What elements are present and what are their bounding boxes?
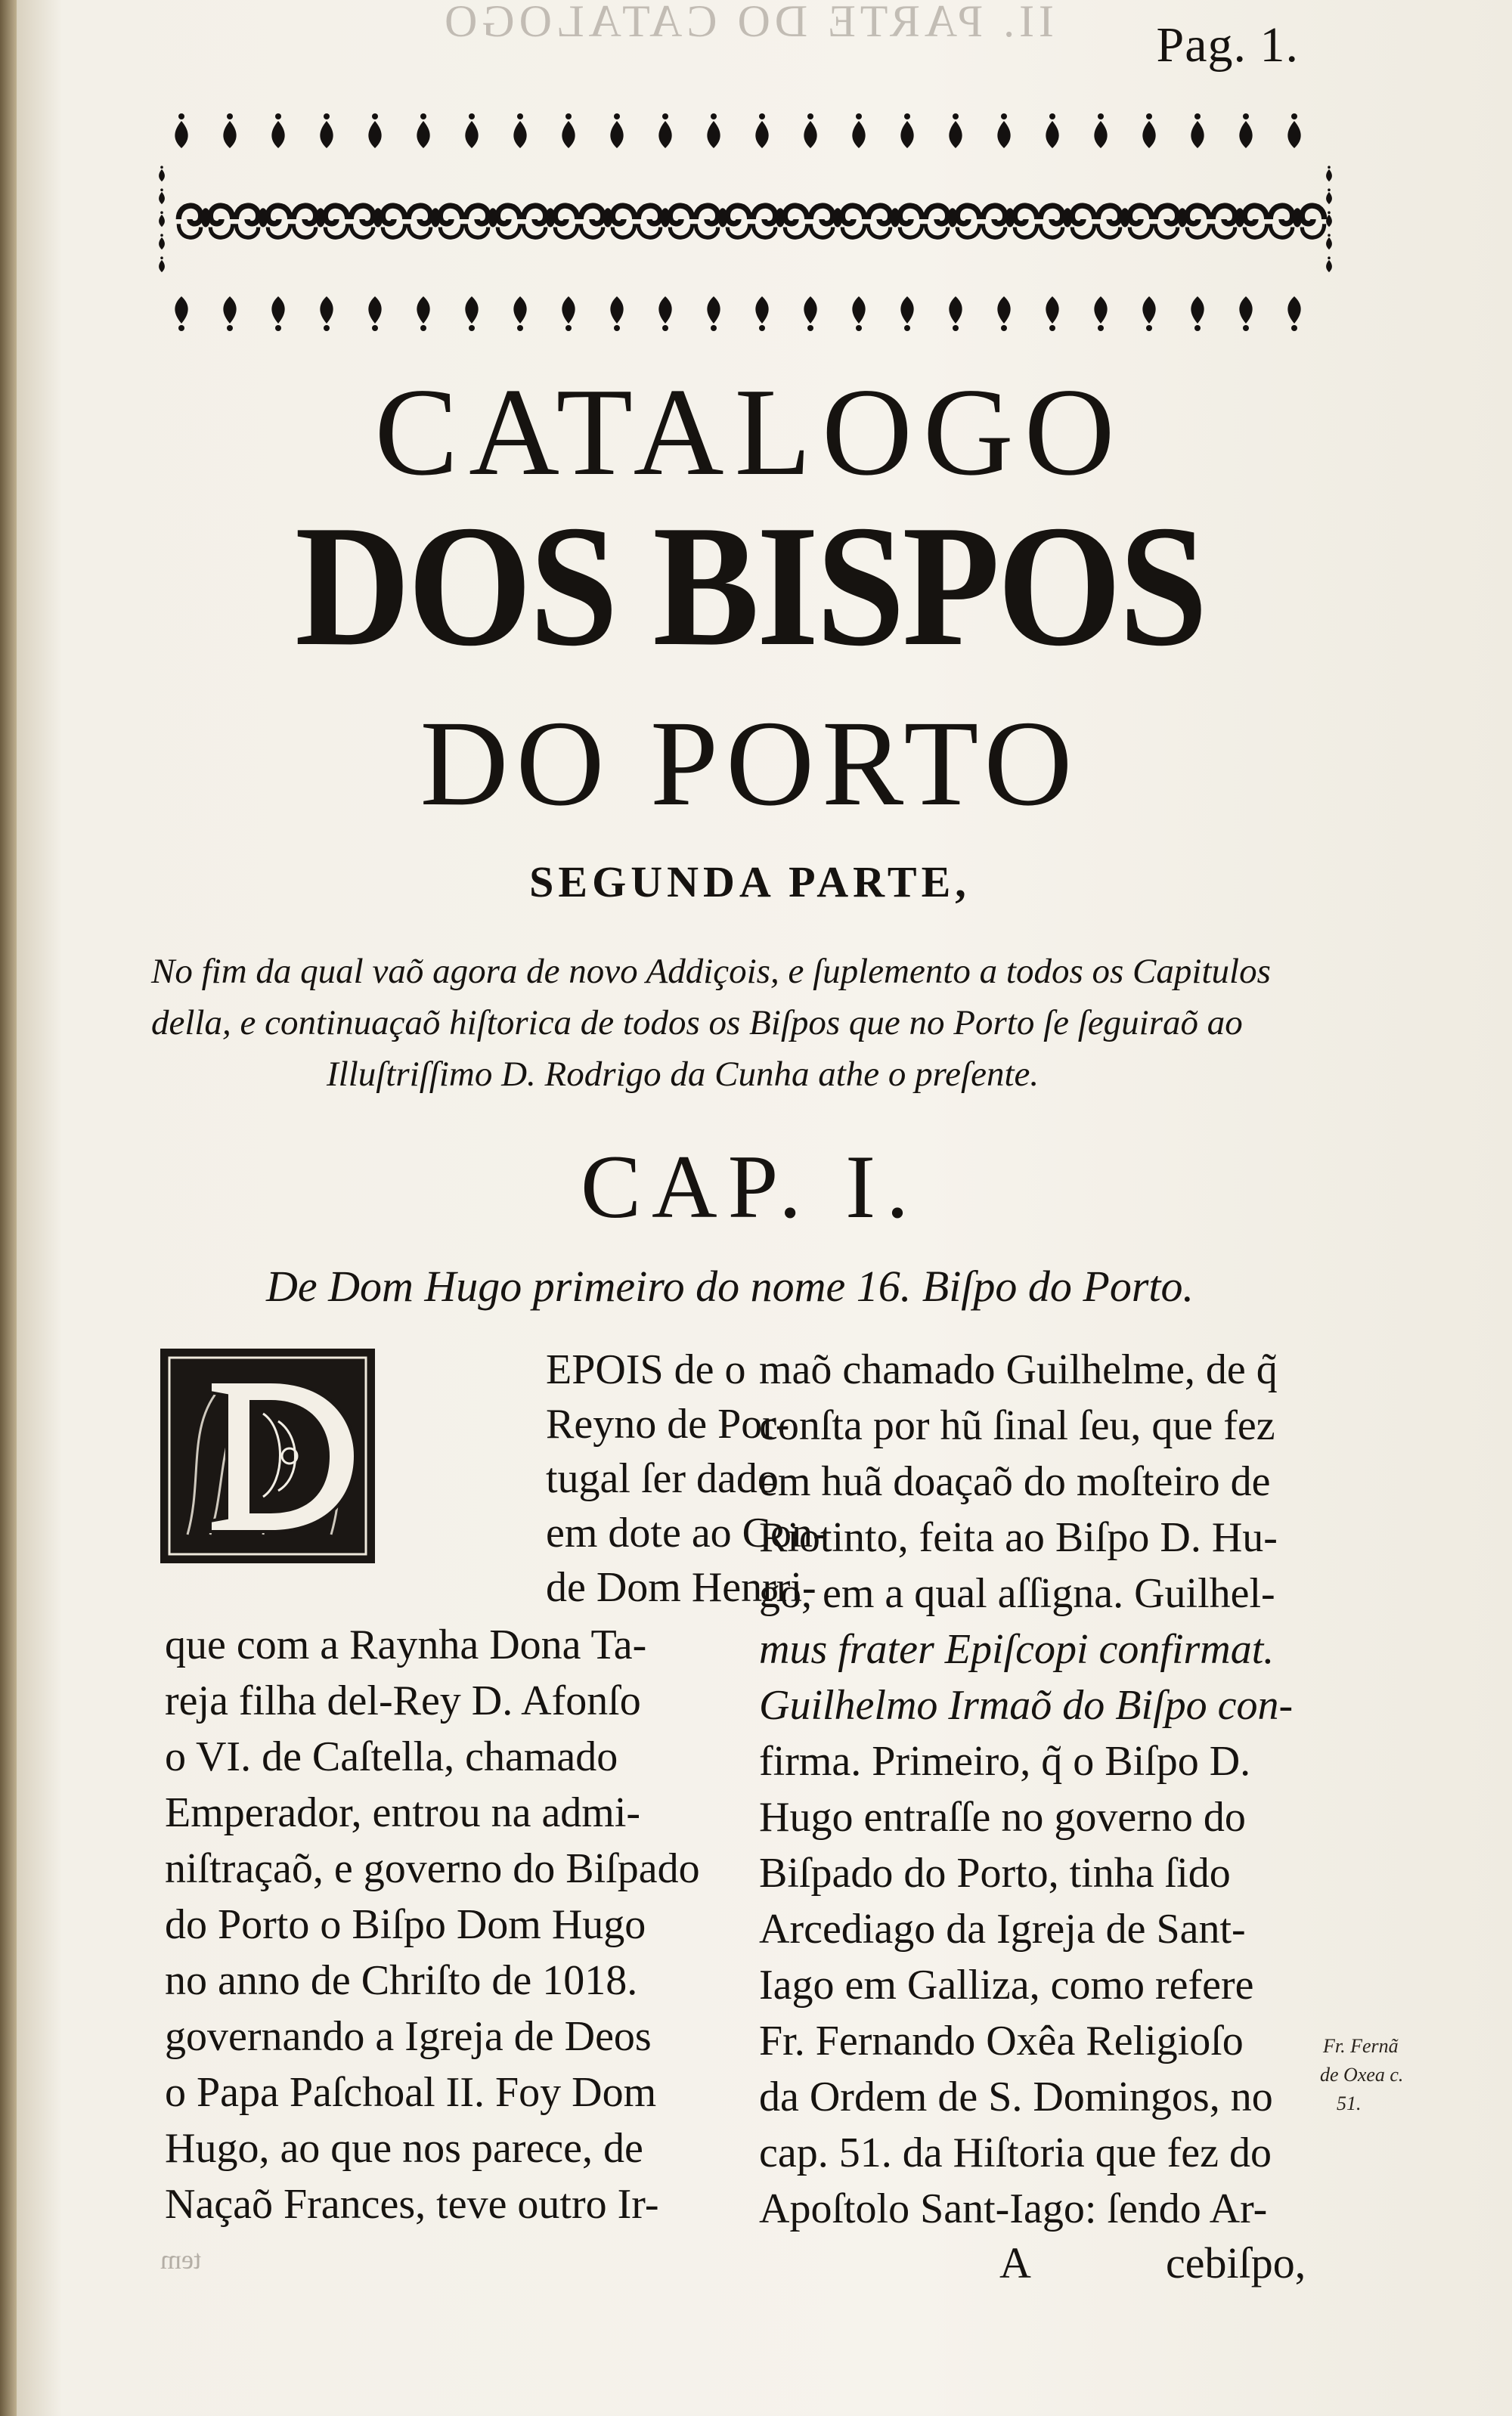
book-spine [0,0,17,2416]
body-text-line: tugal ſer dado [546,1455,779,1502]
body-text-line: Guilhelmo Irmaõ do Biſpo con- [759,1682,1294,1729]
body-text-line: Iago em Galliza, como refere [759,1962,1254,2009]
body-text-line: da Ordem de S. Domingos, no [759,2074,1273,2120]
body-text-line: cap. 51. da Hiſtoria que fez do [759,2129,1272,2176]
body-text-line: no anno de Chriſto de 1018. [165,1957,638,2004]
body-text-line: niſtraçaõ, e governo do Biſpado [165,1845,700,1892]
body-text-line: mus frater Epiſcopi confirmat. [759,1626,1275,1673]
title-note-line: Illuſtriſſimo D. Rodrigo da Cunha athe o preſente. [327,1055,1040,1094]
body-text-line: reja filha del-Rey D. Afonſo [165,1677,641,1724]
body-text-line: governando a Igreja de Deos [165,2013,652,2060]
ornament-band-icon [153,106,1340,337]
body-text-line: o VI. de Caſtella, chamado [165,1733,618,1780]
body-text-line: Riotinto, feita ao Biſpo D. Hu- [759,1514,1278,1561]
margin-note-line: 51. [1337,2092,1362,2114]
book-page [17,0,1512,2416]
chapter-subtitle: De Dom Hugo primeiro do nome 16. Biſpo do Porto. [266,1262,1194,1311]
body-text-line: Emperador, entrou na admi- [165,1789,641,1836]
body-text-line: Fr. Fernando Oxêa Religioſo [759,2018,1244,2064]
body-text-line: em huã doaçaõ do moſteiro de [759,1458,1271,1505]
body-text-line: o Papa Paſchoal II. Foy Dom [165,2069,657,2116]
body-text-line: Arcediago da Igreja de Sant- [759,1906,1246,1953]
catchword: cebiſpo, [1166,2238,1306,2287]
body-text-line: EPOIS de o [546,1346,746,1393]
body-text-line: firma. Primeiro, q̃ o Biſpo D. [759,1738,1251,1785]
body-text-line: do Porto o Biſpo Dom Hugo [165,1901,646,1948]
body-text-line: conſta por hũ ſinal ſeu, que fez [759,1402,1275,1449]
body-text-line: go, em a qual aſſigna. Guilhel- [759,1570,1275,1617]
title-line-1: CATALOGO [374,362,1126,501]
title-note-line: della, e continuaçaõ hiſtorica de todos os Biſpos que no Porto ſe ſeguiraõ ao [151,1003,1243,1042]
title-line-3: DO PORTO [420,696,1080,832]
body-text-line: Apoſtolo Sant-Iago: ſendo Ar- [759,2185,1268,2232]
body-text-line: em dote ao Con- [546,1510,827,1556]
title-line-2: DOS BISPOS [295,489,1205,682]
signature-mark: A [999,2238,1031,2287]
body-text-line: que com a Raynha Dona Ta- [165,1622,647,1668]
bleed-through-header: II. PARTE DO CATALOGO [440,0,1055,46]
body-text-line: Hugo entraſſe no governo do [759,1794,1246,1841]
margin-note-line: de Oxea c. [1320,2064,1404,2086]
page-number: Pag. 1. [1156,17,1299,73]
body-text-line: Hugo, ao que nos parece, de [165,2125,643,2172]
body-text-line: Naçaõ Frances, teve outro Ir- [165,2181,659,2228]
body-text-line: de Dom Henrri- [546,1564,816,1611]
title-note-line: No fim da qual vaõ agora de novo Addiçois, e ſuplemento a todos os Capitulos [151,952,1271,991]
body-text-line: maõ chamado Guilhelme, de q̃ [759,1346,1278,1393]
body-text-line: Biſpado do Porto, tinha ſido [759,1850,1231,1897]
body-text-line: Reyno de Por- [546,1401,790,1448]
subtitle: SEGUNDA PARTE, [529,857,971,906]
drop-cap-d-icon [157,1346,378,1566]
bleed-through-catchword: tem [160,2244,201,2275]
margin-note-line: Fr. Fernã [1323,2035,1399,2057]
chapter-heading: CAP. I. [580,1136,920,1237]
